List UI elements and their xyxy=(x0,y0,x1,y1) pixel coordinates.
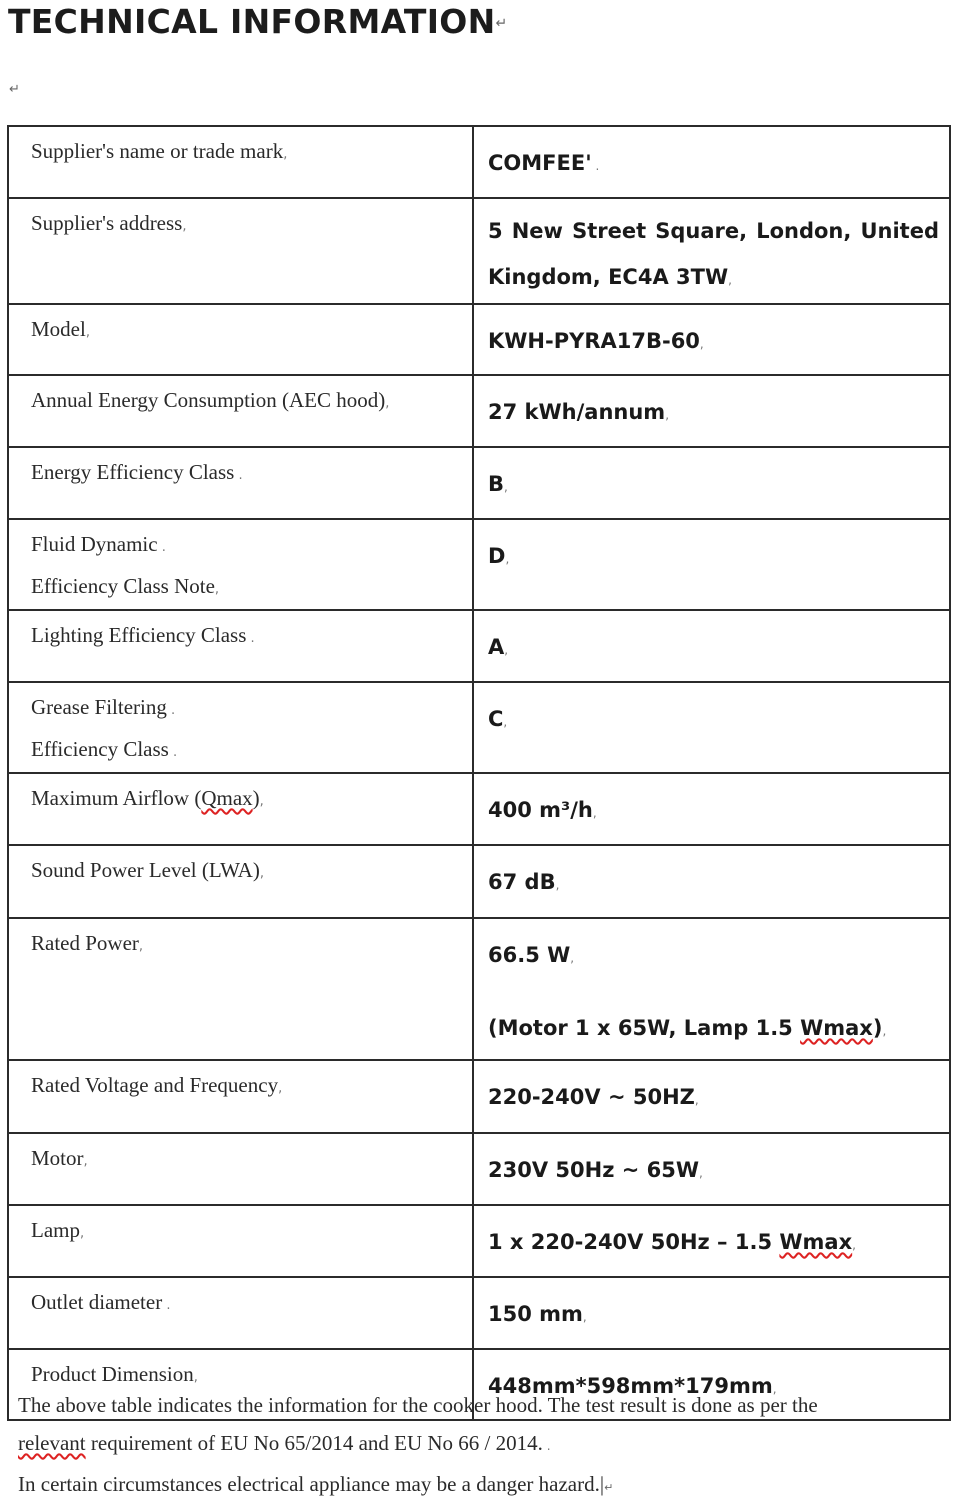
row-value: 1 x 220-240V 50Hz – 1.5 Wmax, xyxy=(473,1205,950,1277)
row-label: Maximum Airflow (Qmax), xyxy=(8,773,473,845)
row-label: Sound Power Level (LWA), xyxy=(8,845,473,918)
row-label: Model, xyxy=(8,304,473,375)
row-label: Annual Energy Consumption (AEC hood), xyxy=(8,375,473,447)
table-row xyxy=(8,1133,950,1205)
table-row xyxy=(8,1060,950,1133)
table-row xyxy=(8,1205,950,1277)
row-value: 150 mm, xyxy=(473,1277,950,1349)
row-label: Lighting Efficiency Class . xyxy=(8,610,473,682)
row-label: Product Dimension, xyxy=(8,1349,473,1420)
row-value: 400 m³/h, xyxy=(473,773,950,845)
row-value: 5 New Street Square, London, United Kingdom, EC4A 3TW, xyxy=(473,198,950,304)
row-label: Lamp, xyxy=(8,1205,473,1277)
row-label: Supplier's name or trade mark, xyxy=(8,126,473,198)
table-row xyxy=(8,918,950,1060)
row-value: 66.5 W, (Motor 1 x 65W, Lamp 1.5 Wmax), xyxy=(473,918,950,1060)
table-row xyxy=(8,198,950,304)
table-row xyxy=(8,126,950,198)
footnote xyxy=(18,1386,938,1507)
table-row xyxy=(8,447,950,519)
row-value: 448mm*598mm*179mm, xyxy=(473,1349,950,1420)
row-label: Energy Efficiency Class . xyxy=(8,447,473,519)
row-value: 230V 50Hz ~ 65W, xyxy=(473,1133,950,1205)
technical-spec-table xyxy=(7,125,951,1421)
note-line: relevant requirement of EU No 65/2014 and EU No 66 / 2014. . xyxy=(18,1431,551,1455)
row-label: Rated Power, xyxy=(8,918,473,1060)
row-label: Rated Voltage and Frequency, xyxy=(8,1060,473,1133)
row-value: COMFEE' . xyxy=(473,126,950,198)
note-line: In certain circumstances electrical appliance may be a danger hazard.|↵ xyxy=(18,1472,614,1496)
row-value: 27 kWh/annum, xyxy=(473,375,950,447)
table-row xyxy=(8,304,950,375)
table-row xyxy=(8,1277,950,1349)
row-label: Supplier's address, xyxy=(8,198,473,304)
paragraph-mark-icon: ↵ xyxy=(9,82,20,97)
table-row xyxy=(8,610,950,682)
paragraph-mark-icon: ↵ xyxy=(495,15,508,32)
row-value: A, xyxy=(473,610,950,682)
table-row xyxy=(8,773,950,845)
row-label: Grease Filtering . Efficiency Class . xyxy=(8,682,473,773)
row-label: Outlet diameter . xyxy=(8,1277,473,1349)
table-row xyxy=(8,682,950,773)
table-row xyxy=(8,375,950,447)
row-value: 220-240V ~ 50HZ, xyxy=(473,1060,950,1133)
row-label: Motor, xyxy=(8,1133,473,1205)
row-value: C, xyxy=(473,682,950,773)
row-value: KWH-PYRA17B-60, xyxy=(473,304,950,375)
row-value: D, xyxy=(473,519,950,610)
table-row xyxy=(8,845,950,918)
row-label: Fluid Dynamic . Efficiency Class Note, xyxy=(8,519,473,610)
table-row xyxy=(8,519,950,610)
document-title: TECHNICAL INFORMATION↵ xyxy=(8,2,508,41)
note-line: The above table indicates the information for the cooker hood. The test result is done as per the xyxy=(18,1393,818,1417)
row-value: B, xyxy=(473,447,950,519)
row-value: 67 dB, xyxy=(473,845,950,918)
